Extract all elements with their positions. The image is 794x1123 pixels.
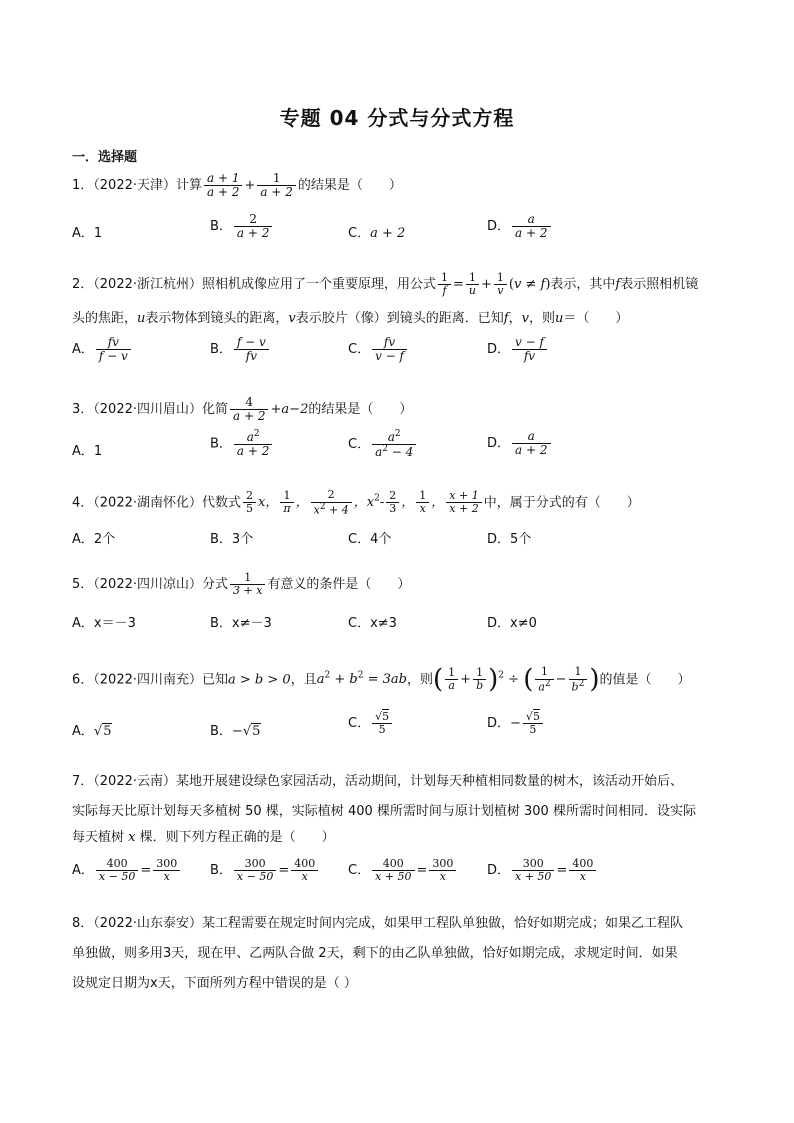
question-1-stem: 1．（2022·天津）计算 $\frac{a + 1}{a + 2}$ + $\frac{1}{a + 2}$ 的结果是（ ） bbox=[72, 171, 402, 200]
question-8-line-2: 单独做，则多用3天，现在甲、乙两队合做 2天，剩下的由乙队单独做，恰好如期完成，求规定时间．如果 bbox=[72, 946, 678, 961]
question-8-line-1: 8．（2022·山东泰安）某工程需要在规定时间内完成，如果甲工程队单独做，恰好如期完成；如果乙工程队 bbox=[72, 916, 683, 931]
q7-option-c[interactable]: C． $\frac{400}{x + 50}$ = $\frac{300}{x}$ bbox=[348, 858, 458, 883]
q4-option-c[interactable]: C．4个 bbox=[348, 532, 392, 547]
q2-option-c[interactable]: C． $\frac{fv}{v - f}$ bbox=[348, 336, 409, 363]
page-title: 专题 04 分式与分式方程 bbox=[279, 106, 515, 130]
q5-option-d[interactable]: D．x≠0 bbox=[487, 616, 537, 631]
q1-option-d[interactable]: D． $\frac{a}{a + 2}$ bbox=[487, 213, 553, 240]
q6-expression: ( $\frac{1}{a}$ + $\frac{1}{b}$ )$^2$ ÷ ( $\frac{1}{a^2}$ − $\frac{1}{b^2}$ ) bbox=[433, 664, 600, 695]
q6-option-c[interactable]: C． $\frac{√5}{5}$ bbox=[348, 711, 394, 736]
question-5-stem: 5．（2022·四川凉山）分式 $\frac{1}{3 + x}$ 有意义的条件是（ ） bbox=[72, 571, 411, 598]
q3-expression: $\frac{4}{a + 2}$ +a−2 bbox=[228, 402, 308, 417]
question-4-stem: 4．（2022·湖南怀化）代数式 $\frac{2}{5}$ x， $\frac{1}{\pi}$ ， $\frac{2}{x^2 + 4}$ ，$x^2-$ $\frac{2}{3}$ ， $\frac{1}{x}$ ， $\frac{x + 1}{x + 2}$ 中，属于分式的有（ ） bbox=[72, 488, 640, 517]
section-heading: 一．选择题 bbox=[72, 150, 138, 165]
q1-expression: $\frac{a + 1}{a + 2}$ + $\frac{1}{a + 2}$ bbox=[202, 178, 298, 193]
q2-option-d[interactable]: D． $\frac{v - f}{fv}$ bbox=[487, 336, 549, 363]
question-2-line-2: 头的焦距，u表示物体到镜头的距离，v表示胶片（像）到镜头的距离．已知f，v，则u＝（ ） bbox=[72, 311, 629, 326]
q5-option-b[interactable]: B．x≠－3 bbox=[210, 616, 272, 631]
q7-option-a[interactable]: A． $\frac{400}{x - 50}$ = $\frac{300}{x}$ bbox=[72, 858, 182, 883]
q4-option-a[interactable]: A．2个 bbox=[72, 532, 116, 547]
q6-option-a[interactable]: A．√5 bbox=[72, 724, 112, 739]
q7-option-b[interactable]: B． $\frac{300}{x - 50}$ = $\frac{400}{x}$ bbox=[210, 858, 320, 883]
q3-option-c[interactable]: C． $\frac{a^2}{a^2 - 4}$ bbox=[348, 430, 418, 459]
question-7-line-1: 7．（2022·云南）某地开展建设绿色家园活动，活动期间，计划每天种植相同数量的树木，该活动开始后、 bbox=[72, 774, 683, 789]
q4-option-d[interactable]: D．5个 bbox=[487, 532, 532, 547]
question-2-line-1: 2．（2022·浙江杭州）照相机成像应用了一个重要原理，用公式 $\frac{1}{f}$ = $\frac{1}{u}$ + $\frac{1}{v}$ (v ≠ f)表示，其中f表示照相机镜 bbox=[72, 271, 699, 298]
q1-option-a[interactable]: A．1 bbox=[72, 226, 103, 241]
q2-option-a[interactable]: A． $\frac{fv}{f - v}$ bbox=[72, 336, 133, 363]
q6-option-d[interactable]: D．− $\frac{√5}{5}$ bbox=[487, 711, 545, 736]
question-8-line-3: 设规定日期为x天，下面所列方程中错误的是（ ） bbox=[72, 976, 357, 991]
q6-option-b[interactable]: B．−√5 bbox=[210, 724, 261, 739]
q3-option-b[interactable]: B． $\frac{a^2}{a + 2}$ bbox=[210, 430, 274, 458]
q5-fraction: $\frac{1}{3 + x}$ bbox=[230, 572, 265, 597]
q5-option-a[interactable]: A．x＝－3 bbox=[72, 616, 136, 631]
q2-lens-formula: $\frac{1}{f}$ = $\frac{1}{u}$ + $\frac{1}{v}$ (v ≠ f) bbox=[436, 277, 550, 292]
q3-option-d[interactable]: D． $\frac{a}{a + 2}$ bbox=[487, 430, 553, 457]
q3-option-a[interactable]: A．1 bbox=[72, 444, 103, 459]
question-3-stem: 3．（2022·四川眉山）化简 $\frac{4}{a + 2}$ +a−2的结果是（ ） bbox=[72, 395, 413, 424]
q4-expressions: $\frac{2}{5}$ x， $\frac{1}{\pi}$ ， $\frac{2}{x^2 + 4}$ ，$x^2-$ $\frac{2}{3}$ ， $\frac{1}{x}$ ， $\frac{x + 1}{x + 2}$ bbox=[241, 495, 484, 510]
q1-option-b[interactable]: B． $\frac{2}{a + 2}$ bbox=[210, 213, 274, 240]
q7-option-d[interactable]: D． $\frac{300}{x + 50}$ = $\frac{400}{x}$ bbox=[487, 858, 598, 883]
q2-option-b[interactable]: B． $\frac{f - v}{fv}$ bbox=[210, 336, 271, 363]
question-6-stem: 6．（2022·四川南充）已知a > b > 0，且$a^2 + b^2 = 3ab$，则( $\frac{1}{a}$ + $\frac{1}{b}$ )$^2$ ÷ ( $\frac{1}{a^2}$ − $\frac{1}{b^2}$ )的值是（ ） bbox=[72, 664, 691, 695]
q5-option-c[interactable]: C．x≠3 bbox=[348, 616, 397, 631]
question-7-line-3: 每天植树 x 棵．则下列方程正确的是（ ） bbox=[72, 830, 335, 845]
q1-option-c[interactable]: C．a + 2 bbox=[348, 226, 406, 241]
q4-option-b[interactable]: B．3个 bbox=[210, 532, 254, 547]
question-7-line-2: 实际每天比原计划每天多植树 50 棵，实际植树 400 棵所需时间与原计划植树 300 棵所需时间相同．设实际 bbox=[72, 804, 696, 819]
